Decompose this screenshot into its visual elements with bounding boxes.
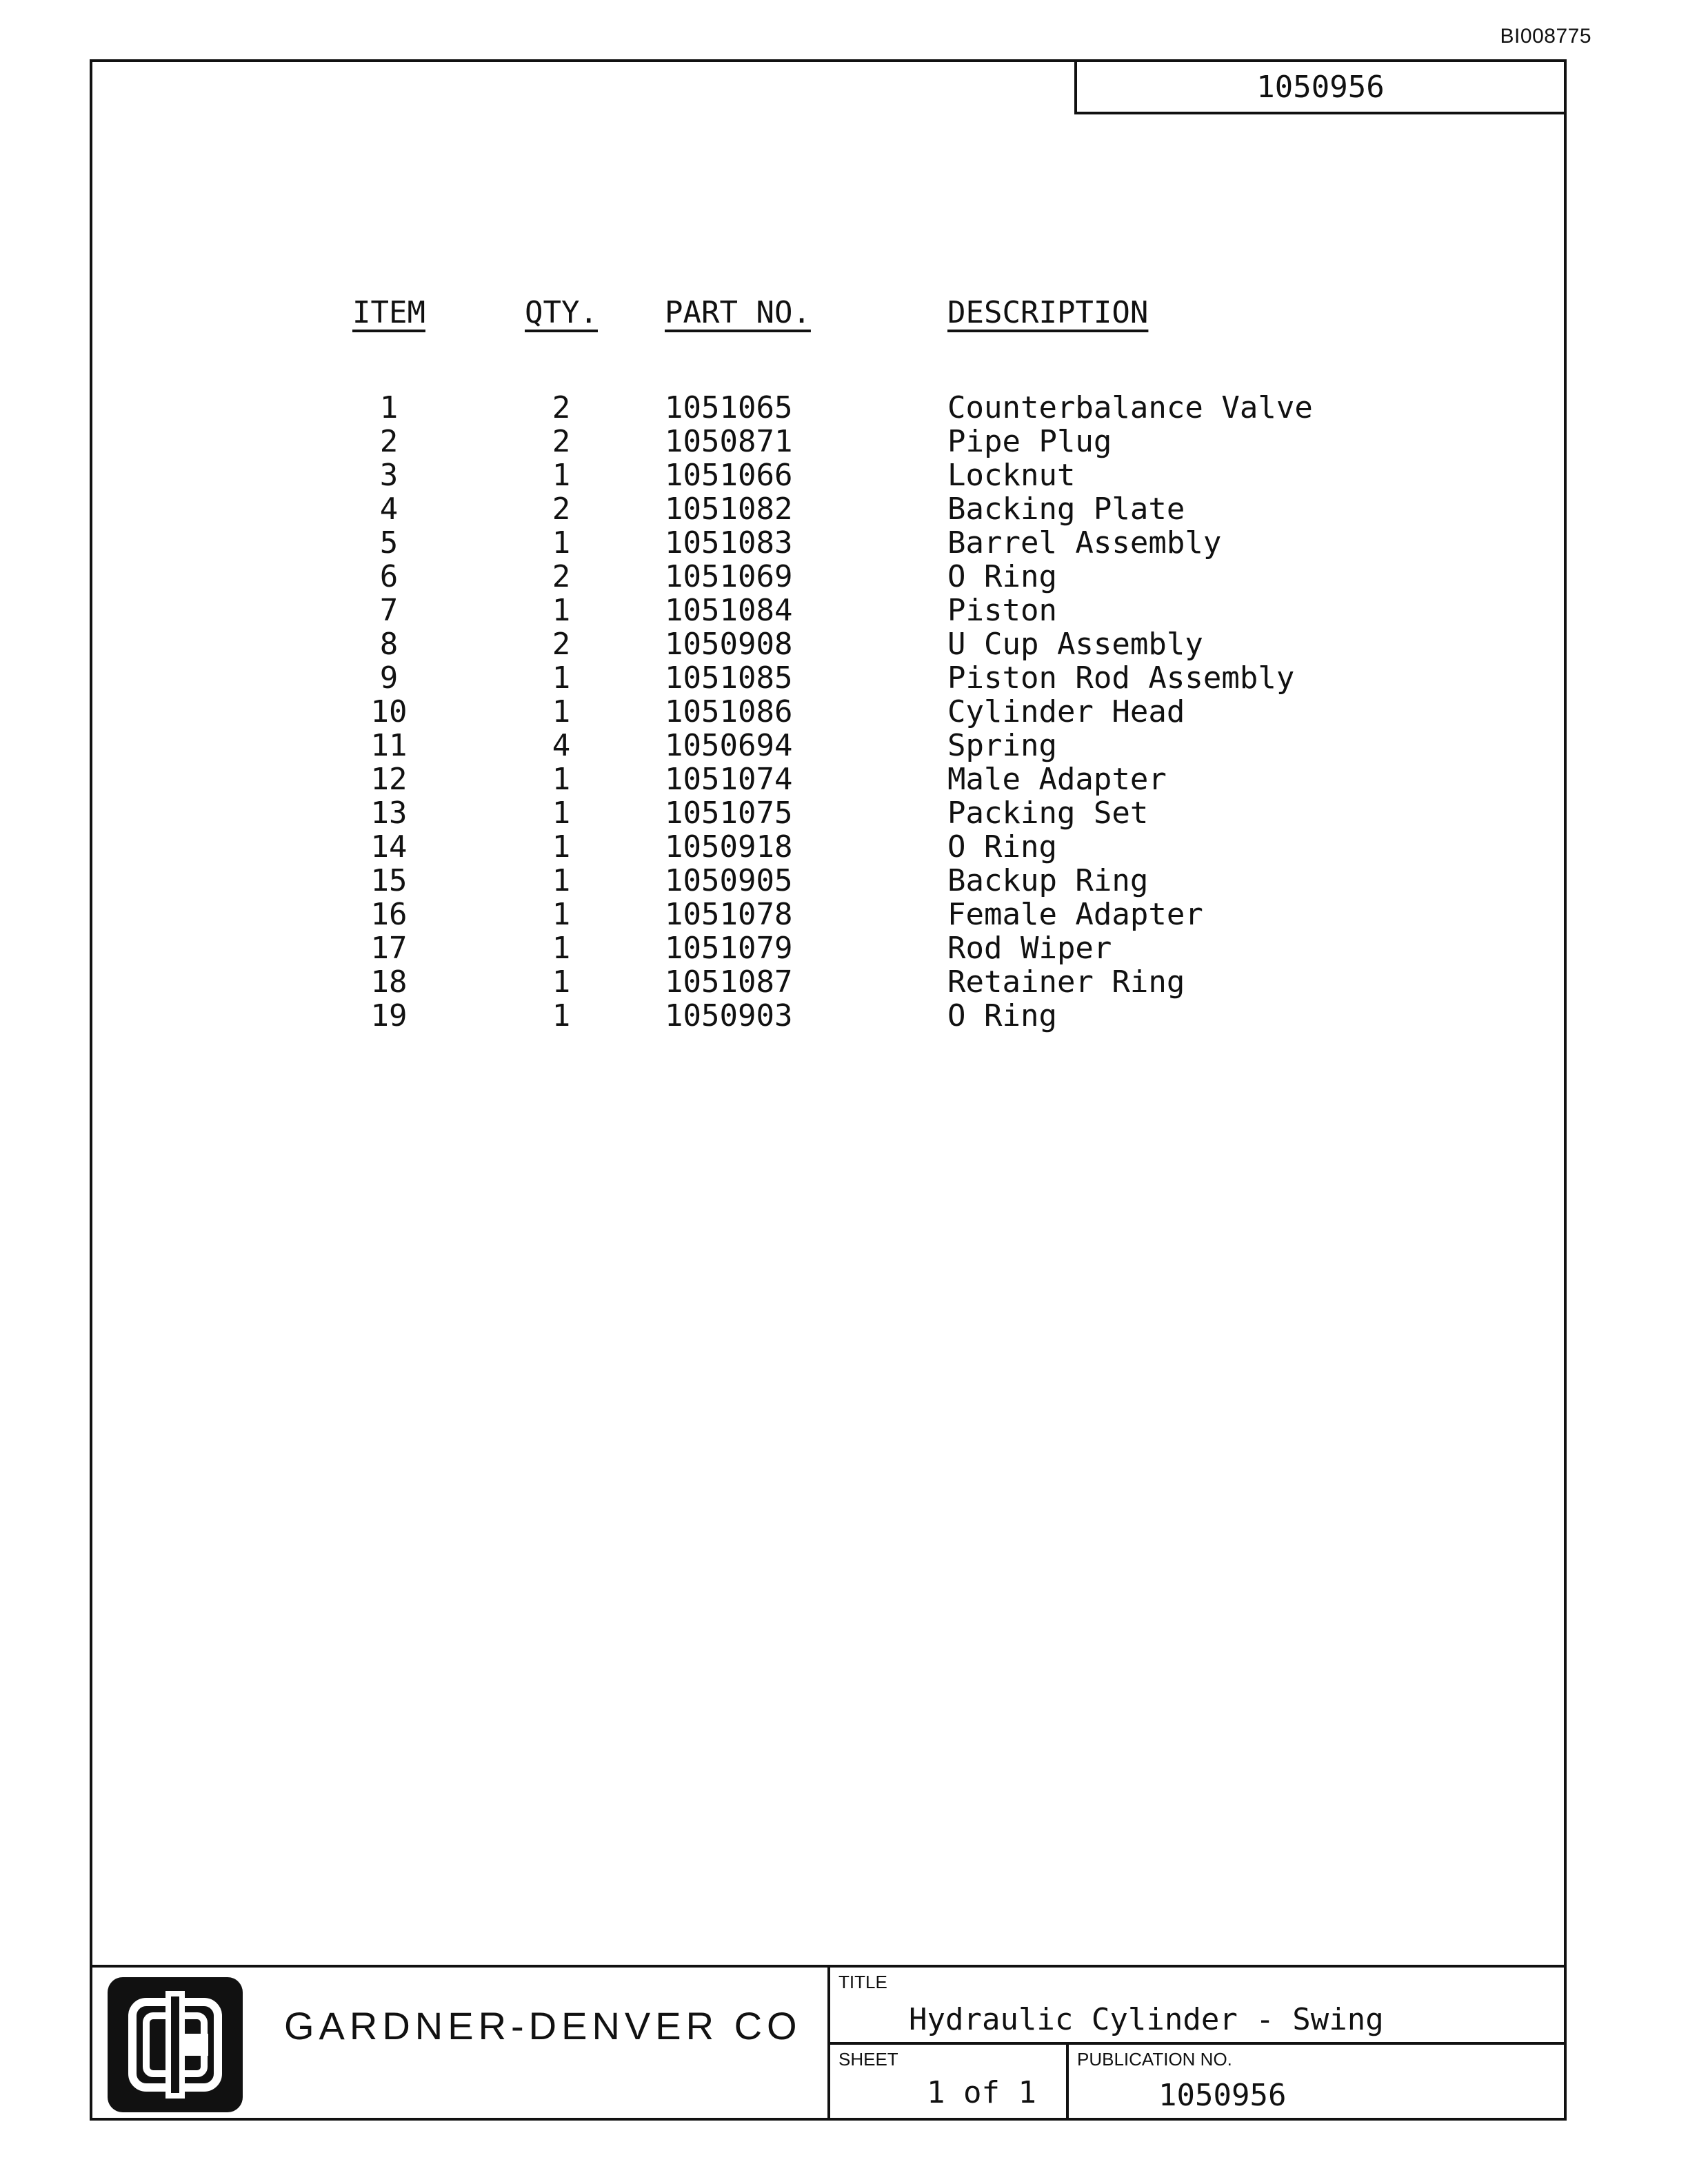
- company-name: GARDNER-DENVER CO: [284, 2004, 802, 2048]
- part-no-cell: 1050694: [665, 728, 793, 763]
- table-row: [299, 560, 1313, 594]
- qty-cell: 1: [552, 762, 571, 797]
- qty-cell: 1: [552, 458, 571, 493]
- part-no-cell: 1051082: [665, 492, 793, 527]
- header-part-no: PART NO.: [665, 295, 811, 330]
- item-cell: 19: [370, 998, 408, 1033]
- part-no-cell: 1050871: [665, 424, 793, 459]
- item-cell: 3: [379, 458, 399, 493]
- publication-number-value: 1050956: [1158, 2078, 1287, 2113]
- part-no-cell: 1050903: [665, 998, 793, 1033]
- table-row: [299, 391, 1313, 425]
- item-cell: 17: [370, 931, 408, 966]
- qty-cell: 2: [552, 559, 571, 594]
- description-cell: Male Adapter: [947, 762, 1167, 797]
- publication-label: PUBLICATION NO.: [1077, 2049, 1232, 2070]
- part-no-cell: 1051075: [665, 796, 793, 831]
- table-row: [299, 931, 1313, 965]
- item-cell: 15: [370, 863, 408, 898]
- qty-cell: 1: [552, 796, 571, 831]
- publication-cell: [1069, 2045, 1564, 2118]
- table-header-row: [299, 295, 1313, 391]
- qty-cell: 2: [552, 492, 571, 527]
- document-id: BI008775: [1500, 25, 1591, 48]
- description-cell: O Ring: [947, 829, 1057, 865]
- qty-cell: 1: [552, 593, 571, 628]
- qty-cell: 1: [552, 863, 571, 898]
- part-no-cell: 1050908: [665, 627, 793, 662]
- part-no-cell: 1051079: [665, 931, 793, 966]
- table-row: [299, 999, 1313, 1033]
- sheet-value: 1 of 1: [927, 2075, 1036, 2110]
- table-row: [299, 898, 1313, 931]
- description-cell: Backing Plate: [947, 492, 1185, 527]
- title-label: TITLE: [838, 1972, 887, 1992]
- description-cell: Rod Wiper: [947, 931, 1112, 966]
- qty-cell: 1: [552, 931, 571, 966]
- publication-number-top: 1050956: [1256, 69, 1385, 105]
- table-row: [299, 695, 1313, 729]
- description-cell: Barrel Assembly: [947, 525, 1222, 560]
- part-no-cell: 1051069: [665, 559, 793, 594]
- item-cell: 7: [379, 593, 399, 628]
- part-no-cell: 1051066: [665, 458, 793, 493]
- item-cell: 13: [370, 796, 408, 831]
- part-no-cell: 1051087: [665, 964, 793, 1000]
- parts-list-body: [299, 391, 1313, 1033]
- header-item: ITEM: [352, 295, 425, 330]
- description-cell: Spring: [947, 728, 1057, 763]
- part-no-cell: 1050905: [665, 863, 793, 898]
- description-cell: Backup Ring: [947, 863, 1149, 898]
- sheet-label: SHEET: [838, 2049, 898, 2070]
- table-row: [299, 526, 1313, 560]
- parts-list-table: [299, 295, 1313, 1033]
- item-cell: 16: [370, 897, 408, 932]
- description-cell: Pipe Plug: [947, 424, 1112, 459]
- qty-cell: 4: [552, 728, 571, 763]
- item-cell: 18: [370, 964, 408, 1000]
- part-no-cell: 1051074: [665, 762, 793, 797]
- description-cell: Piston: [947, 593, 1057, 628]
- table-row: [299, 965, 1313, 999]
- table-row: [299, 425, 1313, 458]
- description-cell: Locknut: [947, 458, 1076, 493]
- description-cell: Packing Set: [947, 796, 1149, 831]
- publication-number-box: [1074, 59, 1567, 114]
- item-cell: 5: [379, 525, 399, 560]
- description-cell: Retainer Ring: [947, 964, 1185, 1000]
- table-row: [299, 594, 1313, 627]
- title-block: [90, 1965, 1567, 2121]
- part-no-cell: 1051085: [665, 660, 793, 696]
- part-no-cell: 1051086: [665, 694, 793, 729]
- company-cell: [92, 1968, 830, 2118]
- description-cell: Counterbalance Valve: [947, 390, 1313, 425]
- part-no-cell: 1051084: [665, 593, 793, 628]
- table-row: [299, 762, 1313, 796]
- item-cell: 12: [370, 762, 408, 797]
- description-cell: O Ring: [947, 559, 1057, 594]
- description-cell: O Ring: [947, 998, 1057, 1033]
- sheet-cell: [830, 2045, 1069, 2118]
- description-cell: U Cup Assembly: [947, 627, 1203, 662]
- part-no-cell: 1051078: [665, 897, 793, 932]
- drawing-frame: [90, 59, 1567, 2121]
- table-row: [299, 661, 1313, 695]
- qty-cell: 2: [552, 627, 571, 662]
- qty-cell: 2: [552, 424, 571, 459]
- item-cell: 14: [370, 829, 408, 865]
- qty-cell: 1: [552, 897, 571, 932]
- header-qty: QTY.: [525, 295, 598, 330]
- table-row: [299, 492, 1313, 526]
- qty-cell: 1: [552, 829, 571, 865]
- qty-cell: 1: [552, 694, 571, 729]
- item-cell: 9: [379, 660, 399, 696]
- item-cell: 8: [379, 627, 399, 662]
- header-description: DESCRIPTION: [947, 295, 1149, 330]
- part-no-cell: 1050918: [665, 829, 793, 865]
- item-cell: 10: [370, 694, 408, 729]
- item-cell: 4: [379, 492, 399, 527]
- table-row: [299, 830, 1313, 864]
- qty-cell: 1: [552, 525, 571, 560]
- drawing-title: Hydraulic Cylinder - Swing: [909, 2002, 1384, 2037]
- description-cell: Piston Rod Assembly: [947, 660, 1295, 696]
- title-cell: [830, 1968, 1564, 2045]
- qty-cell: 1: [552, 660, 571, 696]
- table-row: [299, 864, 1313, 898]
- item-cell: 6: [379, 559, 399, 594]
- part-no-cell: 1051065: [665, 390, 793, 425]
- table-row: [299, 458, 1313, 492]
- item-cell: 11: [370, 728, 408, 763]
- qty-cell: 2: [552, 390, 571, 425]
- table-row: [299, 729, 1313, 762]
- description-cell: Female Adapter: [947, 897, 1203, 932]
- description-cell: Cylinder Head: [947, 694, 1185, 729]
- table-row: [299, 796, 1313, 830]
- part-no-cell: 1051083: [665, 525, 793, 560]
- qty-cell: 1: [552, 964, 571, 1000]
- table-row: [299, 627, 1313, 661]
- qty-cell: 1: [552, 998, 571, 1033]
- item-cell: 1: [379, 390, 399, 425]
- item-cell: 2: [379, 424, 399, 459]
- gardner-denver-logo-icon: [108, 1977, 243, 2112]
